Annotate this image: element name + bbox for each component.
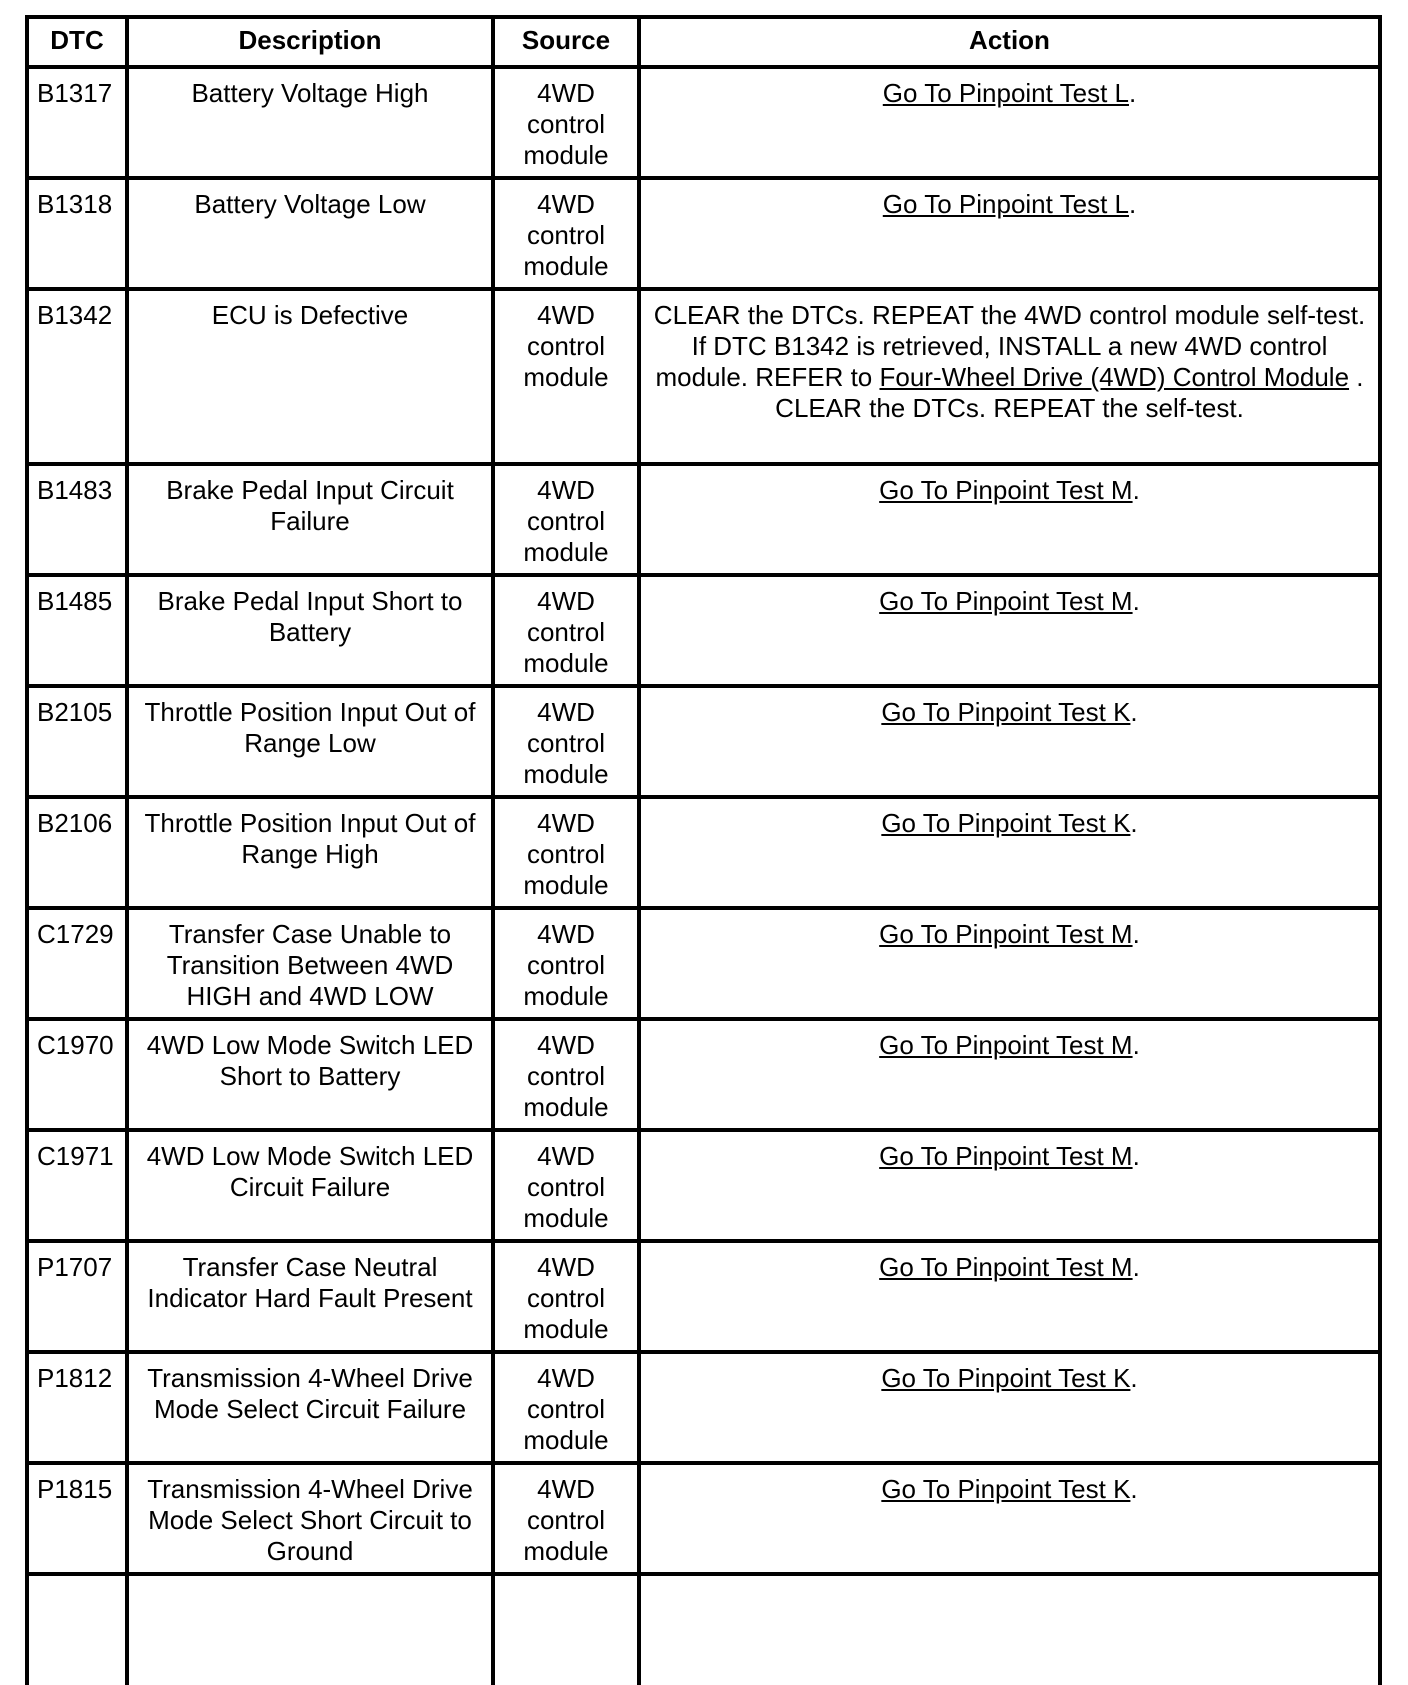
- table-row: [27, 1241, 1380, 1352]
- dtc-description: Brake Pedal Input Circuit Failure: [127, 464, 493, 575]
- dtc-source: [493, 1463, 639, 1574]
- table-row: [27, 1463, 1380, 1574]
- dtc-description: Battery Voltage Low: [127, 178, 493, 289]
- dtc-action: [639, 289, 1380, 464]
- dtc-code: P1707: [27, 1241, 127, 1352]
- dtc-description: Transfer Case Neutral Indicator Hard Fault Present: [127, 1241, 493, 1352]
- action-suffix: .: [1132, 1030, 1140, 1060]
- dtc-action: [639, 178, 1380, 289]
- table-header-row: [27, 17, 1380, 67]
- dtc-source: [493, 67, 639, 178]
- dtc-action: [639, 67, 1380, 178]
- empty-cell: [127, 1574, 493, 1685]
- dtc-code: B1483: [27, 464, 127, 575]
- action-link[interactable]: Go To Pinpoint Test M: [879, 1030, 1133, 1060]
- dtc-code: B1317: [27, 67, 127, 178]
- source-text: 4WD control module: [523, 1030, 609, 1122]
- action-link[interactable]: Go To Pinpoint Test K: [881, 808, 1131, 838]
- dtc-action: [639, 575, 1380, 686]
- dtc-source: [493, 178, 639, 289]
- dtc-code: B2106: [27, 797, 127, 908]
- dtc-description: ECU is Defective: [127, 289, 493, 464]
- dtc-code: B2105: [27, 686, 127, 797]
- source-text: 4WD control module: [523, 1474, 609, 1566]
- table-body: [27, 67, 1380, 1685]
- source-text: 4WD control module: [523, 1363, 609, 1455]
- action-suffix: . CLEAR the DTCs. REPEAT the self-test.: [775, 362, 1364, 423]
- action-suffix: .: [1130, 697, 1138, 727]
- dtc-code: P1815: [27, 1463, 127, 1574]
- action-suffix: .: [1132, 1252, 1140, 1282]
- action-suffix: .: [1132, 919, 1140, 949]
- dtc-table: [25, 15, 1382, 1685]
- source-text: 4WD control module: [523, 1141, 609, 1233]
- dtc-action: [639, 908, 1380, 1019]
- dtc-source: [493, 1130, 639, 1241]
- empty-cell: [493, 1574, 639, 1685]
- dtc-action: [639, 1241, 1380, 1352]
- action-link[interactable]: Go To Pinpoint Test L: [882, 189, 1129, 219]
- action-link[interactable]: Go To Pinpoint Test M: [879, 919, 1133, 949]
- table-row: [27, 289, 1380, 464]
- empty-cell: [27, 1574, 127, 1685]
- source-text: 4WD control module: [523, 189, 609, 281]
- dtc-action: [639, 797, 1380, 908]
- dtc-description: 4WD Low Mode Switch LED Short to Battery: [127, 1019, 493, 1130]
- table-row: [27, 575, 1380, 686]
- table-row: [27, 908, 1380, 1019]
- dtc-action: [639, 1019, 1380, 1130]
- dtc-code: B1318: [27, 178, 127, 289]
- action-link[interactable]: Go To Pinpoint Test K: [881, 1363, 1131, 1393]
- table-row: [27, 464, 1380, 575]
- header-dtc: DTC: [27, 17, 127, 67]
- dtc-source: [493, 464, 639, 575]
- dtc-code: C1971: [27, 1130, 127, 1241]
- action-link[interactable]: Go To Pinpoint Test K: [881, 1474, 1131, 1504]
- dtc-action: [639, 686, 1380, 797]
- action-suffix: .: [1130, 1363, 1138, 1393]
- header-description: Description: [127, 17, 493, 67]
- dtc-action: [639, 1463, 1380, 1574]
- dtc-description: Transfer Case Unable to Transition Between 4WD HIGH and 4WD LOW: [127, 908, 493, 1019]
- dtc-code: C1729: [27, 908, 127, 1019]
- dtc-code: P1812: [27, 1352, 127, 1463]
- header-action: Action: [639, 17, 1380, 67]
- dtc-action: [639, 1352, 1380, 1463]
- dtc-source: [493, 1019, 639, 1130]
- source-text: 4WD control module: [523, 697, 609, 789]
- action-suffix: .: [1130, 808, 1138, 838]
- dtc-source: [493, 1241, 639, 1352]
- source-text: 4WD control module: [523, 919, 609, 1011]
- dtc-action: [639, 464, 1380, 575]
- document-page: [25, 15, 1378, 1685]
- dtc-description: Transmission 4-Wheel Drive Mode Select Circuit Failure: [127, 1352, 493, 1463]
- table-row: [27, 1130, 1380, 1241]
- dtc-action: [639, 1130, 1380, 1241]
- action-link[interactable]: Go To Pinpoint Test L: [882, 78, 1129, 108]
- action-link[interactable]: Go To Pinpoint Test M: [879, 1141, 1133, 1171]
- action-suffix: .: [1132, 475, 1140, 505]
- dtc-source: [493, 908, 639, 1019]
- source-text: 4WD control module: [523, 808, 609, 900]
- dtc-description: 4WD Low Mode Switch LED Circuit Failure: [127, 1130, 493, 1241]
- action-suffix: .: [1132, 586, 1140, 616]
- dtc-code: B1342: [27, 289, 127, 464]
- source-text: 4WD control module: [523, 1252, 609, 1344]
- source-text: 4WD control module: [523, 475, 609, 567]
- table-row-continued: [27, 1574, 1380, 1685]
- action-suffix: .: [1128, 78, 1137, 108]
- action-link[interactable]: Go To Pinpoint Test M: [879, 475, 1133, 505]
- table-row: [27, 1352, 1380, 1463]
- table-row: [27, 178, 1380, 289]
- dtc-code: C1970: [27, 1019, 127, 1130]
- source-text: 4WD control module: [523, 78, 609, 170]
- table-row: [27, 797, 1380, 908]
- table-row: [27, 67, 1380, 178]
- dtc-description: Transmission 4-Wheel Drive Mode Select Short Circuit to Ground: [127, 1463, 493, 1574]
- dtc-source: [493, 575, 639, 686]
- action-link[interactable]: Four-Wheel Drive (4WD) Control Module: [879, 362, 1350, 392]
- dtc-description: Throttle Position Input Out of Range Low: [127, 686, 493, 797]
- action-suffix: .: [1132, 1141, 1140, 1171]
- table-row: [27, 1019, 1380, 1130]
- dtc-description: Battery Voltage High: [127, 67, 493, 178]
- action-link[interactable]: Go To Pinpoint Test K: [881, 697, 1131, 727]
- action-link[interactable]: Go To Pinpoint Test M: [879, 586, 1133, 616]
- source-text: 4WD control module: [523, 586, 609, 678]
- dtc-source: [493, 797, 639, 908]
- header-source: Source: [493, 17, 639, 67]
- action-suffix: .: [1130, 1474, 1138, 1504]
- dtc-description: Brake Pedal Input Short to Battery: [127, 575, 493, 686]
- dtc-code: B1485: [27, 575, 127, 686]
- dtc-source: [493, 1352, 639, 1463]
- action-link[interactable]: Go To Pinpoint Test M: [879, 1252, 1133, 1282]
- empty-cell: [639, 1574, 1380, 1685]
- dtc-description: Throttle Position Input Out of Range High: [127, 797, 493, 908]
- action-suffix: .: [1128, 189, 1137, 219]
- source-text: 4WD control module: [523, 300, 609, 392]
- dtc-source: [493, 686, 639, 797]
- table-row: [27, 686, 1380, 797]
- action-text: CLEAR the DTCs. REPEAT the 4WD control module self-test. If DTC B1342 is retrieved, INSTALL a new 4WD control module. REFER to: [653, 300, 1366, 392]
- dtc-source: [493, 289, 639, 464]
